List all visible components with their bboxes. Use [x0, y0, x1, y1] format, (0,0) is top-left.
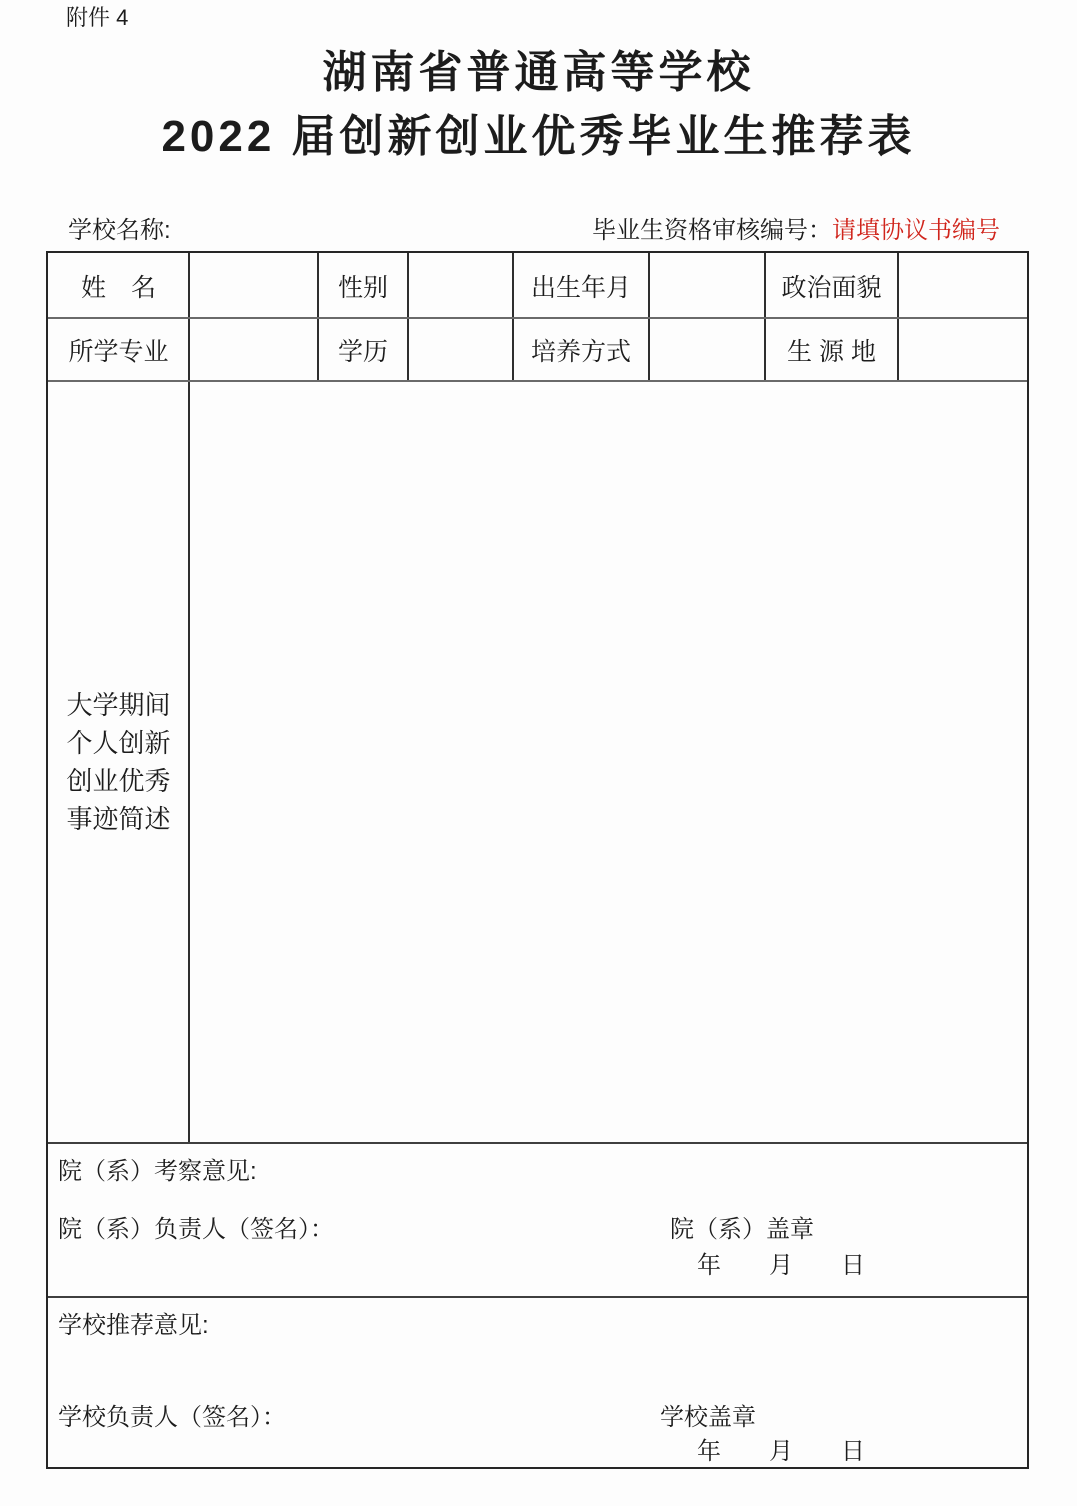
- field-label-name: 姓 名: [80, 273, 156, 302]
- deeds-label-line: 大学期间: [66, 690, 171, 720]
- field-label-origin: 生 源 地: [787, 337, 876, 366]
- school-seal-label: 学校盖章: [660, 1404, 756, 1431]
- audit-number-label: 毕业生资格审核编号：: [592, 217, 832, 244]
- school-opinion-label: 学校推荐意见:: [58, 1312, 209, 1339]
- document-title-line2: 2022 届创新创业优秀毕业生推荐表: [161, 112, 916, 161]
- field-label-birthdate: 出生年月: [530, 273, 631, 302]
- field-value-major: [189, 318, 318, 381]
- school-signature-label: 学校负责人（签名）：: [58, 1404, 286, 1431]
- field-value-political-status: [898, 253, 1027, 318]
- school-name-label: 学校名称:: [68, 217, 171, 244]
- field-value-gender: [408, 253, 513, 318]
- field-label-political-status: 政治面貌: [781, 273, 882, 302]
- deeds-summary-content-area: [189, 381, 1027, 1143]
- school-date-label: 年 月 日: [697, 1438, 865, 1465]
- department-seal-label: 院（系）盖章: [670, 1216, 814, 1243]
- recommendation-form-table: [46, 251, 1029, 1469]
- department-date-label: 年 月 日: [697, 1252, 865, 1279]
- school-opinion-section: [48, 1297, 1027, 1467]
- field-label-gender: 性别: [337, 273, 388, 302]
- field-value-training-mode: [649, 318, 765, 381]
- audit-number-line: [592, 216, 1000, 246]
- department-opinion-section: [48, 1143, 1027, 1297]
- deeds-label-line: 事迹简述: [66, 804, 171, 834]
- department-opinion-label: 院（系）考察意见:: [58, 1158, 257, 1185]
- field-value-origin: [898, 318, 1027, 381]
- deeds-label-line: 创业优秀: [66, 766, 171, 796]
- field-value-education: [408, 318, 513, 381]
- field-value-birthdate: [649, 253, 765, 318]
- deeds-summary-label: [48, 381, 189, 1143]
- department-signature-label: 院（系）负责人（签名）：: [58, 1216, 334, 1243]
- field-label-major: 所学专业: [68, 337, 169, 366]
- field-label-training-mode: 培养方式: [530, 337, 631, 366]
- field-label-education: 学历: [337, 337, 388, 366]
- field-value-name: [189, 253, 318, 318]
- audit-number-placeholder-text: 请填协议书编号: [832, 217, 1000, 244]
- document-title-line1: 湖南省普通高等学校: [322, 48, 755, 97]
- attachment-label: 附件 4: [66, 5, 129, 30]
- deeds-label-line: 个人创新: [66, 728, 171, 758]
